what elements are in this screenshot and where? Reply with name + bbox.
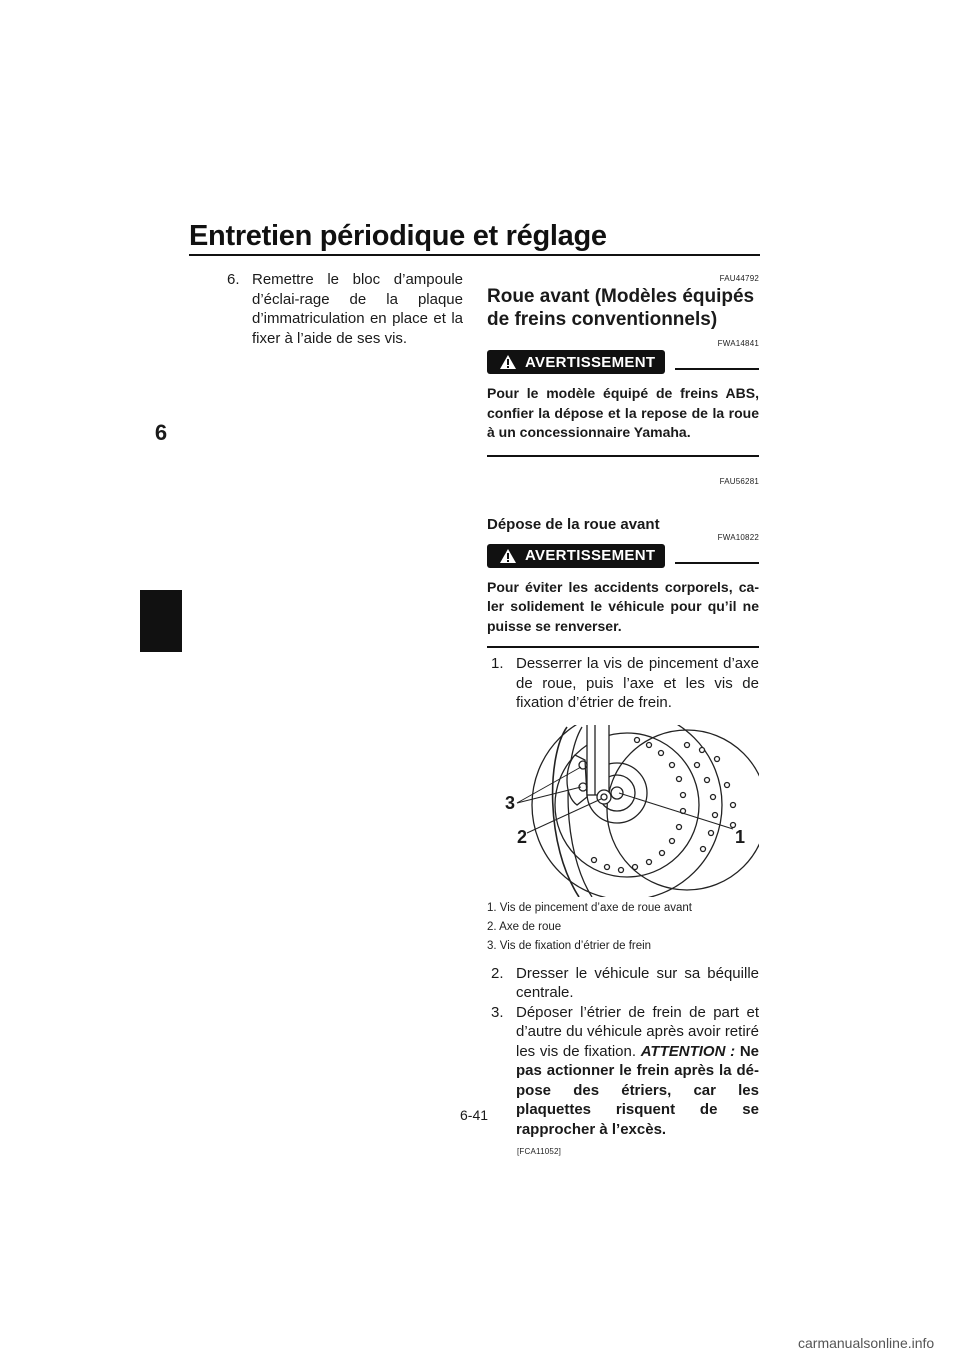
warning-end-rule bbox=[487, 455, 759, 457]
ref-code: FAU56281 bbox=[719, 476, 759, 486]
warning-text: Pour le modèle équipé de freins ABS, confier la dépose et la repose de la roue à un concessionnaire Yamaha. bbox=[487, 385, 759, 440]
left-column bbox=[227, 270, 463, 348]
step-number: 6. bbox=[227, 271, 240, 288]
warning-rule bbox=[675, 368, 759, 370]
step-2 bbox=[491, 964, 759, 1003]
figure-callout-3: 3 bbox=[505, 792, 516, 813]
step-number: 2. bbox=[491, 964, 504, 982]
caption-item: 1. Vis de pincement d’axe de roue avant bbox=[487, 901, 693, 914]
step-text: Remettre le bloc d’ampoule d’éclai-rage de la plaque d’immatriculation en place et la fixer à l’aide de ses vis. bbox=[252, 271, 463, 347]
page-number: 6-41 bbox=[460, 1107, 489, 1123]
chapter-tab-marker bbox=[140, 590, 182, 652]
page-header-title: Entretien périodique et réglage bbox=[189, 220, 607, 252]
warning-badge bbox=[487, 350, 665, 374]
step-text bbox=[516, 1003, 759, 1140]
ref-code: FAU44792 bbox=[719, 274, 759, 283]
step-text: Dresser le véhicule sur sa béquille centrale. bbox=[516, 964, 759, 1001]
ref-code: FWA14841 bbox=[717, 339, 759, 348]
warning-header bbox=[487, 544, 759, 568]
header-rule bbox=[189, 254, 760, 256]
step-list bbox=[487, 964, 759, 1140]
attention-label: ATTENTION : bbox=[640, 1042, 736, 1060]
step-list bbox=[487, 654, 759, 713]
warning-triangle-icon bbox=[499, 548, 517, 564]
wheel-figure bbox=[487, 725, 759, 897]
warning-text: Pour éviter les accidents corporels, ca-ler solidement le véhicule pour qu’il ne puisse se renverser. bbox=[487, 578, 759, 634]
caption-item: 2. Axe de roue bbox=[487, 920, 562, 933]
warning-label: AVERTISSEMENT bbox=[525, 547, 656, 564]
front-wheel-illustration bbox=[487, 725, 759, 897]
caption-item: 3. Vis de fixation d’étrier de frein bbox=[487, 939, 652, 952]
step-6 bbox=[227, 270, 463, 348]
warning-end-rule bbox=[487, 646, 759, 648]
warning-header bbox=[487, 350, 759, 374]
subsection-title: Dépose de la roue avant bbox=[487, 515, 660, 533]
section-title: Roue avant (Modèles équipés de freins conventionnels) bbox=[487, 286, 755, 330]
step-number: 1. bbox=[491, 655, 504, 672]
warning-badge bbox=[487, 544, 665, 568]
step-text-normal: Déposer l’étrier de frein de part et d’autre du véhicule après avoir retiré les vis de fixation. bbox=[516, 1003, 759, 1060]
step-number: 3. bbox=[491, 1003, 504, 1021]
step-text: Desserrer la vis de pincement d’axe de roue, puis l’axe et les vis de fixation d’étrier de frein. bbox=[516, 655, 759, 711]
warning-triangle-icon bbox=[499, 354, 517, 370]
figure-callout-1: 1 bbox=[735, 826, 746, 847]
step-1 bbox=[491, 654, 759, 713]
warning-rule bbox=[675, 562, 759, 564]
right-column bbox=[487, 270, 759, 1156]
watermark-text: carmanualsonline.info bbox=[798, 1335, 935, 1351]
step-3 bbox=[491, 1003, 759, 1140]
figure-callout-2: 2 bbox=[517, 826, 528, 847]
ref-code: FWA10822 bbox=[717, 532, 759, 542]
figure-captions bbox=[487, 899, 759, 956]
warning-label: AVERTISSEMENT bbox=[525, 353, 656, 371]
attention-text: Ne pas actionner le frein après la dé-pose des étriers, car les plaquettes risquent de se rapprocher à l’excès. bbox=[516, 1042, 760, 1138]
chapter-number: 6 bbox=[154, 420, 168, 445]
ref-code: [FCA11052] bbox=[517, 1147, 562, 1156]
